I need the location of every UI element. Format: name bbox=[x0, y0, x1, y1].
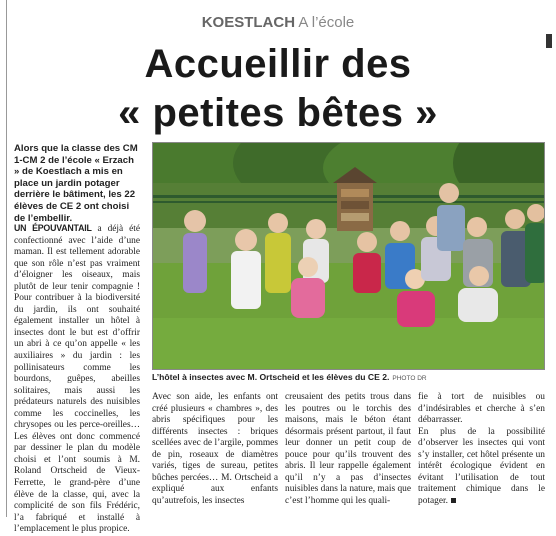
headline-line-1: Accueillir des bbox=[144, 42, 412, 86]
column-2-text: Avec son aide, les enfants ont créé plusieurs « chambres », des abris spécifiques pour les différents insectes : briques scellées avec de l’argile, pommes de pin, roseaux de diamètres variés, tiges de sureau, petites bûches percées… M. Ortscheid a expliqué aux enfants qu’autrefois, les insectes bbox=[152, 392, 278, 506]
column-4-paragraph-2 bbox=[418, 427, 545, 508]
kicker-section: A l’école bbox=[298, 14, 355, 31]
column-3-text: creusaient des petits trous dans les poutres ou le torchis des maisons, mais le béton étant désormais présent partout, il faut leur donner un petit coup de pouce pour qu’ils trouvent des abris. Il leur rappelle également qu’il n’y a pas d’insectes nuisibles dans la nature, mais que c’est l’homme qui les quali- bbox=[285, 392, 412, 506]
article-column-1 bbox=[14, 223, 140, 536]
caption-text: L’hôtel à insectes avec M. Ortscheid et les élèves du CE 2. bbox=[152, 372, 390, 382]
article-headline bbox=[0, 40, 556, 138]
article-column-3 bbox=[285, 392, 411, 507]
lead-in: UN ÉPOUVANTAIL bbox=[14, 223, 92, 233]
article-column-4 bbox=[418, 392, 545, 507]
column-4-paragraph-1: fie à tort de nuisibles ou d’indésirables et cherche à s’en débarrasser. bbox=[418, 392, 545, 426]
article-kicker bbox=[0, 14, 556, 32]
article-photo bbox=[152, 142, 545, 370]
column-1-text: a déjà été confectionné avec l’aide d’une maman. Il est tellement adorable que son rôle n’est pas vraiment d’éloigner les oiseaux, mais plutôt de leur tenir compagnie ! Pour contribuer à la biodiversité du jardin, ils ont souhaité également installer un hôtel à insectes dont le but est d’offrir un abri à ce qu’on appelle « les auxiliaires » du jardin : les pollinisateurs comme les bourdons, guêpes, abeilles solitaires, mais aussi les prédateurs naturels des nuisibles comme les coccinelles, les chrysopes ou les perce-oreilles… Les élèves ont donc commencé par dessiner le plan du modèle choisi et l’ont soumis à M. Roland Ortscheid de Vieux-Ferrette, le grand-père d’une élève de la classe, qui, avec la complicité de son fils Frédéric, l’a fabriqué et installé à l’emplacement le plus propice. bbox=[14, 224, 141, 535]
kicker-location: KOESTLACH bbox=[201, 14, 296, 31]
end-of-article-mark bbox=[451, 498, 456, 503]
photo-credit: PHOTO DR bbox=[392, 375, 427, 382]
article-intro: Alors que la classe des CM 1-CM 2 de l’école « Erzach » de Koestlach a mis en place un jardin potager derrière le bâtiment, les 22 élèves de CE 2 ont choisi de l’embellir. bbox=[14, 143, 138, 224]
column-4-text-2: En plus de la possibilité d’observer les insectes qui vont s’y installer, cet hôtel présente un intérêt écologique évident en évitant l’utilisation de tout traitement chimique dans le potager. bbox=[418, 426, 545, 506]
headline-line-2: « petites bêtes » bbox=[118, 91, 438, 135]
article-column-2 bbox=[152, 392, 278, 507]
column-1-paragraph bbox=[14, 223, 140, 536]
photo-illustration bbox=[153, 143, 545, 370]
photo-caption bbox=[152, 372, 545, 384]
